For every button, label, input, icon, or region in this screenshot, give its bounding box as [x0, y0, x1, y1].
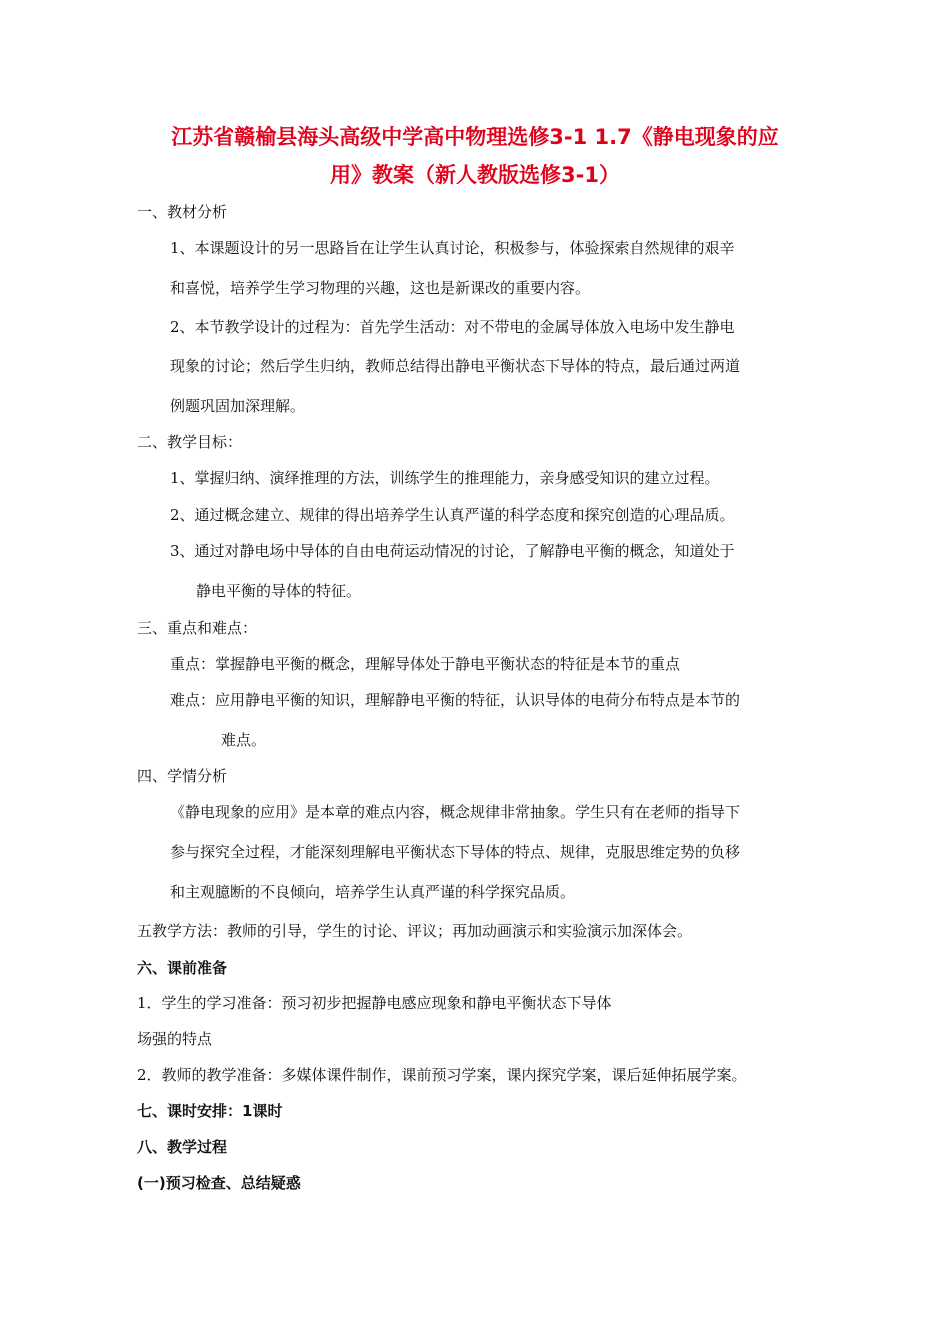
paragraph-line: 例题巩固加深理解。 [170, 397, 306, 415]
paragraph-line: 《静电现象的应用》是本章的难点内容，概念规律非常抽象。学生只有在老师的指导下 [170, 803, 741, 821]
paragraph-line: 场强的特点 [137, 1030, 213, 1048]
paragraph-line: 参与探究全过程，才能深刻理解电平衡状态下导体的特点、规律，克服思维定势的负移 [170, 843, 741, 861]
section-heading: 三、重点和难点： [137, 619, 258, 637]
document-title-line-2: 用》教案（新人教版选修3-1） [330, 163, 620, 187]
paragraph-line: 和主观臆断的不良倾向，培养学生认真严谨的科学探究品质。 [170, 883, 576, 901]
section-heading: 四、学情分析 [137, 767, 228, 785]
document-title-line-1: 江苏省赣榆县海头高级中学高中物理选修3-1 1.7《静电现象的应 [171, 125, 779, 149]
subsection-heading: (一)预习检查、总结疑惑 [137, 1174, 301, 1192]
section-heading: 六、课前准备 [137, 959, 228, 977]
paragraph-line: 3、通过对静电场中导体的自由电荷运动情况的讨论，了解静电平衡的概念，知道处于 [170, 542, 735, 560]
paragraph-line: 2．教师的教学准备：多媒体课件制作，课前预习学案，课内探究学案，课后延伸拓展学案。 [137, 1066, 747, 1084]
section-heading: 八、教学过程 [137, 1138, 228, 1156]
section-heading: 二、教学目标： [137, 433, 243, 451]
difficult-point-cont: 难点。 [221, 731, 267, 749]
key-point: 重点：掌握静电平衡的概念，理解导体处于静电平衡状态的特征是本节的重点 [170, 655, 681, 673]
difficult-point: 难点：应用静电平衡的知识，理解静电平衡的特征，认识导体的电荷分布特点是本节的 [170, 691, 741, 709]
paragraph-line: 2、通过概念建立、规律的得出培养学生认真严谨的科学态度和探究创造的心理品质。 [170, 506, 735, 524]
paragraph-line: 1、本课题设计的另一思路旨在让学生认真讨论，积极参与，体验探索自然规律的艰辛 [170, 239, 735, 257]
paragraph-line: 现象的讨论；然后学生归纳，教师总结得出静电平衡状态下导体的特点，最后通过两道 [170, 357, 741, 375]
paragraph-line: 1．学生的学习准备：预习初步把握静电感应现象和静电平衡状态下导体 [137, 994, 612, 1012]
paragraph-line: 2、本节教学设计的过程为：首先学生活动：对不带电的金属导体放入电场中发生静电 [170, 318, 735, 336]
paragraph-line: 1、掌握归纳、演绎推理的方法，训练学生的推理能力，亲身感受知识的建立过程。 [170, 469, 720, 487]
section-heading: 一、教材分析 [137, 203, 228, 221]
teaching-method: 五教学方法：教师的引导，学生的讨论、评议；再加动画演示和实验演示加深体会。 [137, 922, 693, 940]
section-heading: 七、课时安排：1课时 [137, 1102, 283, 1120]
paragraph-line: 静电平衡的导体的特征。 [196, 582, 362, 600]
paragraph-line: 和喜悦，培养学生学习物理的兴趣，这也是新课改的重要内容。 [170, 279, 591, 297]
